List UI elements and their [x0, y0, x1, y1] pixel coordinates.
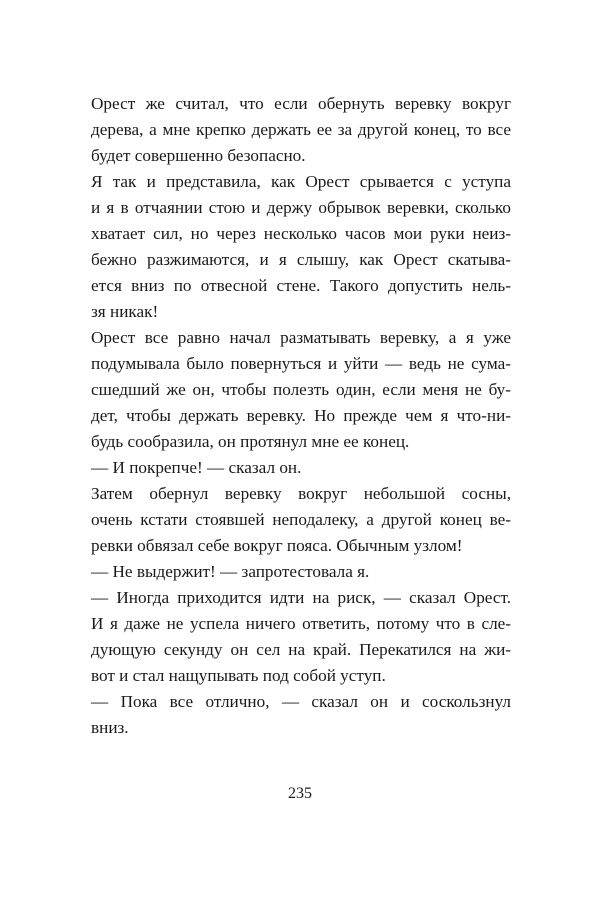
text-line: — Не выдержит! — запротестовала я. [91, 562, 370, 581]
text-line: подумывала было повернуться и уйти — ведь не сума- [91, 354, 511, 373]
text-line: хватает сил, но через несколько часов мои руки неиз- [91, 224, 511, 243]
text-line: ется вниз по отвесной стене. Такого допустить нель- [91, 276, 511, 295]
text-line: — Пока все отлично, — сказал он и соскользнул [91, 692, 511, 711]
text-line: зя никак! [91, 302, 159, 321]
text-line: — Иногда приходится идти на риск, — сказал Орест. [91, 588, 511, 607]
text-line: — И покрепче! — сказал он. [91, 458, 302, 477]
text-line: вниз. [91, 718, 129, 737]
text-line: будь сообразила, он протянул мне ее конец. [91, 432, 410, 451]
text-line: сшедший же он, чтобы полезть один, если меня не бу- [91, 380, 511, 399]
text-line: дерева, а мне крепко держать ее за другой конец, то все [91, 120, 511, 139]
text-line: бежно разжимаются, и я слышу, как Орест скатыва- [91, 250, 511, 269]
text-line: Орест же считал, что если обернуть веревку вокруг [91, 94, 511, 113]
text-line: будет совершенно безопасно. [91, 146, 306, 165]
text-line: и я в отчаянии стою и держу обрывок веревки, сколько [91, 198, 511, 217]
text-line: очень кстати стоявшей неподалеку, а другой конец ве- [91, 510, 511, 529]
text-line: Затем обернул веревку вокруг небольшой сосны, [91, 484, 511, 503]
text-line: Я так и представила, как Орест срывается с уступа [91, 172, 511, 191]
text-line: ревки обвязал себе вокруг пояса. Обычным узлом! [91, 536, 463, 555]
body-text [91, 91, 511, 741]
page-number: 235 [288, 785, 312, 802]
text-line: И я даже не успела ничего ответить, потому что в сле- [91, 614, 511, 633]
text-line: вот и стал нащупывать под собой уступ. [91, 666, 386, 685]
text-line: дет, чтобы держать веревку. Но прежде чем я что-ни- [91, 406, 511, 425]
text-line: Орест все равно начал разматывать веревку, а я уже [91, 328, 511, 347]
text-line: дующую секунду он сел на край. Перекатился на жи- [91, 640, 511, 659]
